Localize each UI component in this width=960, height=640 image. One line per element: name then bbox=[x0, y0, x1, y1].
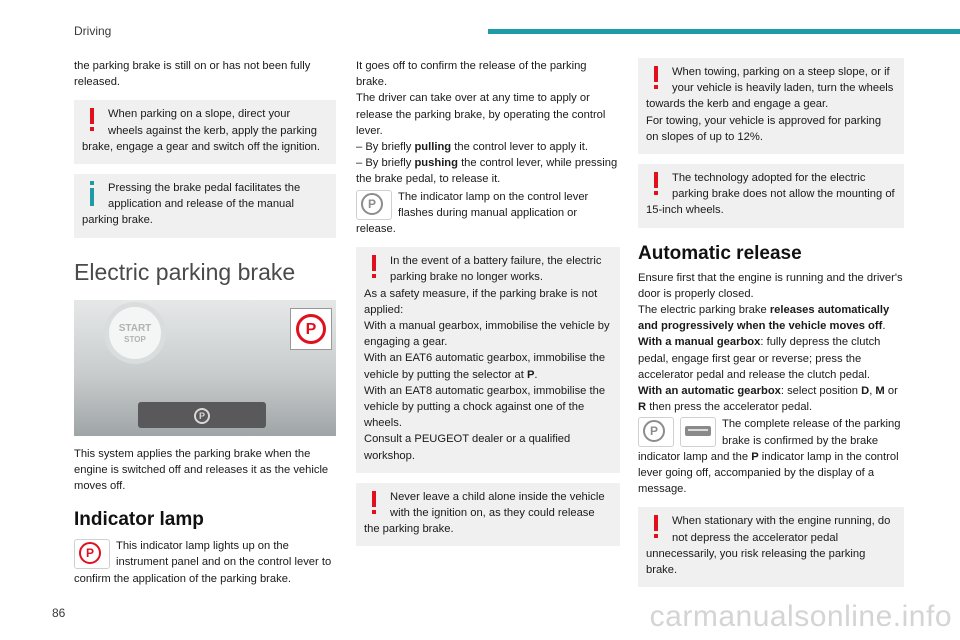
manual-gearbox-instructions: : fully depress the clutch pedal, engage first gear or reverse; press the accelerator pedal and release the clutch pedal. bbox=[638, 336, 881, 381]
release-confirm-text: It goes off to confirm the release of the parking brake. bbox=[356, 60, 587, 89]
dash-bold: pushing bbox=[414, 157, 458, 170]
warning-note-child bbox=[356, 483, 620, 547]
intro-paragraph: the parking brake is still on or has not been fully released. bbox=[74, 60, 311, 89]
auto-text: : select position bbox=[780, 385, 858, 398]
column-1 bbox=[74, 58, 336, 587]
manual-gearbox-text bbox=[638, 334, 904, 383]
warning-note-wheels bbox=[638, 164, 904, 228]
wheels-warning-text: The technology adopted for the electric parking brake does not allow the mounting of 15-inch wheels. bbox=[646, 172, 895, 217]
battery-line-4-end: . bbox=[534, 368, 538, 381]
selector-p: P bbox=[526, 368, 535, 381]
column-3 bbox=[638, 58, 904, 587]
start-stop-button-image bbox=[104, 302, 166, 364]
position-m: M bbox=[875, 385, 885, 398]
auto-release-end: . bbox=[882, 320, 886, 333]
battery-line-3: With a manual gearbox, immobilise the vehicle by engaging a gear. bbox=[364, 320, 610, 349]
dash-item-apply bbox=[356, 139, 620, 155]
battery-line-6: Consult a PEUGEOT dealer or a qualified workshop. bbox=[364, 433, 571, 462]
dash-bold: pulling bbox=[414, 141, 452, 154]
lever-lamp-block bbox=[356, 189, 620, 238]
warning-note-towing bbox=[638, 58, 904, 154]
automatic-gearbox-label: With an automatic gearbox bbox=[638, 385, 781, 398]
dash-text: the control lever, while pressing the brake pedal, to release it. bbox=[356, 157, 618, 186]
warning-note-stationary bbox=[638, 507, 904, 587]
dash-text: By briefly bbox=[365, 157, 412, 170]
page-number: 86 bbox=[52, 606, 66, 620]
warning-icon bbox=[364, 489, 384, 515]
auto-ensure-text: Ensure first that the engine is running and the driver's door is properly closed. bbox=[638, 271, 903, 300]
heading-electric-parking-brake: Electric parking brake bbox=[74, 258, 296, 285]
header-accent-bar bbox=[488, 29, 960, 34]
indicator-lamp-icon bbox=[74, 539, 110, 569]
complete-release-text: The complete release of the parking brake is confirmed by the brake indicator lamp and the bbox=[638, 418, 901, 463]
grey-p-icon: P bbox=[643, 420, 665, 442]
battery-line-2: As a safety measure, if the parking brake is not applied: bbox=[364, 287, 598, 316]
child-warning-text: Never leave a child alone inside the vehicle with the ignition on, as they could release the parking brake. bbox=[364, 490, 605, 536]
lever-lamp-text: The indicator lamp on the control lever flashes during manual application or release. bbox=[356, 190, 589, 236]
auto-comma: , bbox=[869, 385, 873, 398]
indicator-lamp-text: This indicator lamp lights up on the instrument panel and on the control lever to confirm the application of the parking brake. bbox=[74, 540, 332, 585]
complete-release-end: indicator lamp in the control lever going off, accompanied by the display of a message. bbox=[638, 450, 899, 496]
brake-lamp-icon bbox=[638, 417, 674, 447]
control-lever-icon bbox=[680, 417, 716, 447]
red-p-icon: P bbox=[79, 542, 101, 564]
info-note-brake-pedal bbox=[74, 174, 336, 238]
dash: – bbox=[356, 141, 363, 154]
dash-text: the control lever to apply it. bbox=[454, 141, 588, 154]
auto-release-bold: releases automatically and progressively when the vehicle moves off bbox=[638, 304, 890, 333]
position-d: D bbox=[861, 385, 870, 398]
dash: – bbox=[356, 157, 363, 170]
battery-line-1: In the event of a battery failure, the electric parking brake no longer works. bbox=[390, 255, 602, 284]
stop-label: STOP bbox=[124, 334, 146, 344]
battery-line-5: With an EAT8 automatic gearbox, immobilise the vehicle by putting a chock against one of the wheels. bbox=[364, 384, 606, 430]
grey-p-icon: P bbox=[361, 193, 383, 215]
lever-p-symbol: P bbox=[194, 408, 210, 424]
battery-line-4 bbox=[364, 350, 612, 382]
parking-brake-callout bbox=[290, 308, 332, 350]
indicator-lamp-block bbox=[74, 538, 336, 587]
battery-line-4-text: With an EAT6 automatic gearbox, immobilise the vehicle by putting the selector at bbox=[364, 352, 606, 381]
towing-line-2: For towing, your vehicle is approved for parking on slopes of up to 12%. bbox=[646, 114, 882, 143]
auto-release-pre: The electric parking brake bbox=[638, 304, 767, 317]
parking-brake-lever-image bbox=[138, 402, 266, 428]
warning-note-battery bbox=[356, 247, 620, 473]
position-r: R bbox=[638, 401, 647, 414]
info-text: Pressing the brake pedal facilitates the application and release of the manual parking brake. bbox=[82, 182, 301, 227]
heading-automatic-release: Automatic release bbox=[638, 242, 802, 264]
warning-icon bbox=[646, 513, 666, 539]
watermark: carmanualsonline.info bbox=[649, 600, 952, 633]
section-title: Driving bbox=[74, 24, 112, 38]
column-2 bbox=[356, 58, 620, 546]
towing-line-1: When towing, parking on a steep slope, or if your vehicle is heavily laden, turn the wheels towards the kerb and engage a gear. bbox=[646, 66, 894, 111]
heading-indicator-lamp: Indicator lamp bbox=[74, 509, 204, 531]
complete-release-block bbox=[638, 416, 904, 497]
dash-text: By briefly bbox=[365, 141, 412, 154]
warning-icon bbox=[82, 106, 102, 132]
auto-or: or bbox=[887, 385, 898, 398]
auto-text-end: then press the accelerator pedal. bbox=[649, 401, 813, 414]
lever-lamp-icon bbox=[356, 190, 392, 220]
complete-p: P bbox=[751, 450, 759, 463]
warning-note-slope bbox=[74, 100, 336, 164]
dash-item-release bbox=[356, 155, 620, 187]
stationary-warning-text: When stationary with the engine running, do not depress the accelerator pedal unnecessarily, you risk releasing the parking brake. bbox=[646, 515, 891, 577]
warning-icon bbox=[646, 64, 666, 90]
warning-text: When parking on a slope, direct your wheels against the kerb, apply the parking brake, engage a gear and switch off the ignition. bbox=[82, 108, 321, 153]
automatic-gearbox-text bbox=[638, 383, 904, 415]
warning-icon bbox=[646, 170, 666, 196]
info-icon bbox=[82, 180, 102, 206]
driver-takeover-text: The driver can take over at any time to apply or release the parking brake, by operating the control lever. bbox=[356, 92, 606, 137]
control-lever-photo bbox=[74, 300, 336, 436]
system-description: This system applies the parking brake when the engine is switched off and releases it as the vehicle moves off. bbox=[74, 447, 329, 493]
start-label: START bbox=[118, 322, 152, 334]
auto-release-text bbox=[638, 302, 904, 334]
parking-brake-warning-icon: P bbox=[296, 314, 326, 344]
manual-gearbox-label: With a manual gearbox bbox=[638, 336, 761, 349]
warning-icon bbox=[364, 253, 384, 279]
